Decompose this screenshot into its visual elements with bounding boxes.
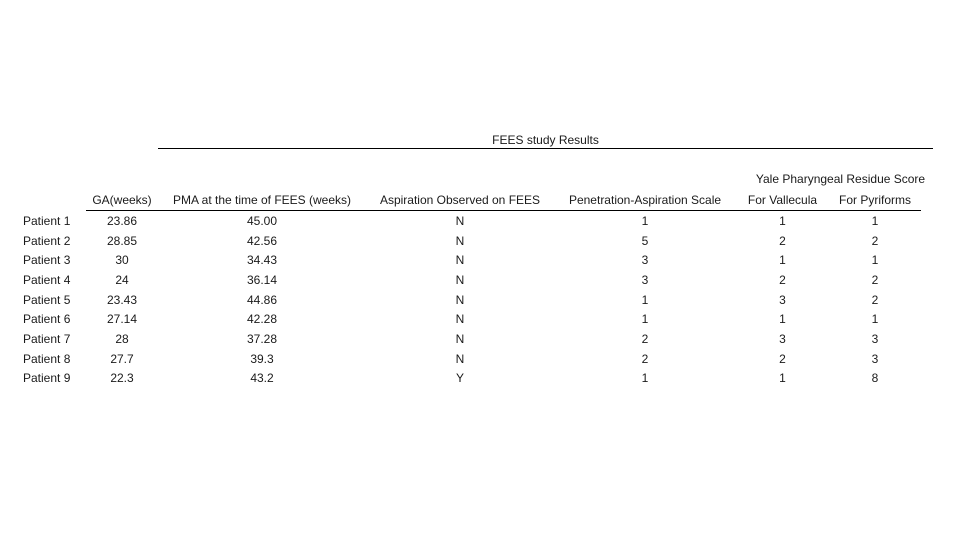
pma-cell: 34.43 <box>246 253 278 268</box>
pyriforms-cell: 2 <box>871 233 879 248</box>
aspiration-cell: N <box>455 292 465 307</box>
pma-cell: 45.00 <box>246 213 278 228</box>
pma-cell: 37.28 <box>246 331 278 346</box>
pyriforms-cell: 3 <box>871 331 879 346</box>
aspiration-cell: N <box>455 351 465 366</box>
fees-results-header: FEES study Results <box>492 133 599 147</box>
pas-cell: 1 <box>641 312 649 327</box>
column-header-ga: GA(weeks) <box>86 190 158 211</box>
pma-cell: 39.3 <box>250 351 274 366</box>
results-table <box>20 190 921 388</box>
patient-label: Patient 1 <box>23 213 71 228</box>
patient-column-header <box>20 190 86 211</box>
ga-cell: 28 <box>115 331 129 346</box>
pas-cell: 1 <box>641 213 649 228</box>
pma-cell: 42.28 <box>246 312 278 327</box>
pas-cell: 1 <box>641 371 649 386</box>
pas-cell: 1 <box>641 292 649 307</box>
vallecula-cell: 2 <box>779 351 786 366</box>
yale-residue-header: Yale Pharyngeal Residue Score <box>755 172 926 186</box>
patient-label: Patient 4 <box>23 272 71 287</box>
table-row <box>20 329 921 349</box>
ga-cell: 27.7 <box>110 351 134 366</box>
vallecula-cell: 1 <box>779 312 786 327</box>
table-row <box>20 250 921 270</box>
table-row <box>20 231 921 251</box>
ga-cell: 24 <box>115 272 129 287</box>
aspiration-cell: N <box>455 213 465 228</box>
table-row <box>20 349 921 369</box>
vallecula-cell: 3 <box>779 292 786 307</box>
ga-cell: 23.86 <box>106 213 138 228</box>
ga-cell: 23.43 <box>106 292 138 307</box>
patient-label: Patient 6 <box>23 312 71 327</box>
vallecula-cell: 1 <box>779 253 786 268</box>
pma-cell: 42.56 <box>246 233 278 248</box>
pyriforms-cell: 8 <box>871 371 879 386</box>
pma-cell: 36.14 <box>246 272 278 287</box>
pma-cell: 44.86 <box>246 292 278 307</box>
pyriforms-cell: 1 <box>871 312 879 327</box>
vallecula-cell: 2 <box>779 233 786 248</box>
pyriforms-cell: 2 <box>871 272 879 287</box>
aspiration-cell: N <box>455 312 465 327</box>
patient-label: Patient 5 <box>23 292 71 307</box>
column-header-pas: Penetration-Aspiration Scale <box>554 190 736 211</box>
vallecula-cell: 2 <box>779 272 786 287</box>
vallecula-cell: 1 <box>779 213 786 228</box>
ga-cell: 27.14 <box>106 312 138 327</box>
pyriforms-cell: 2 <box>871 292 879 307</box>
ga-cell: 22.3 <box>110 371 134 386</box>
pas-cell: 5 <box>641 233 649 248</box>
aspiration-cell: Y <box>455 371 464 386</box>
pyriforms-cell: 3 <box>871 351 879 366</box>
vallecula-cell: 1 <box>779 371 786 386</box>
pas-cell: 3 <box>641 253 649 268</box>
patient-label: Patient 8 <box>23 351 71 366</box>
column-header-vallecula: For Vallecula <box>736 190 829 211</box>
patient-label: Patient 3 <box>23 253 71 268</box>
vallecula-cell: 3 <box>779 331 786 346</box>
fees-results-rule <box>158 148 933 149</box>
pas-cell: 2 <box>641 351 649 366</box>
column-header-aspiration: Aspiration Observed on FEES <box>366 190 554 211</box>
table-body <box>20 211 921 389</box>
pas-cell: 3 <box>641 272 649 287</box>
table-row <box>20 309 921 329</box>
patient-label: Patient 2 <box>23 233 71 248</box>
pyriforms-cell: 1 <box>871 253 879 268</box>
table-row <box>20 211 921 231</box>
pas-cell: 2 <box>641 331 649 346</box>
table-row <box>20 290 921 310</box>
aspiration-cell: N <box>455 233 465 248</box>
column-header-pma: PMA at the time of FEES (weeks) <box>158 190 366 211</box>
patient-label: Patient 9 <box>23 371 71 386</box>
aspiration-cell: N <box>455 331 465 346</box>
aspiration-cell: N <box>455 272 465 287</box>
table-row <box>20 270 921 290</box>
ga-cell: 30 <box>115 253 129 268</box>
patient-label: Patient 7 <box>23 331 71 346</box>
column-header-pyriforms: For Pyriforms <box>829 190 921 211</box>
ga-cell: 28.85 <box>106 233 138 248</box>
aspiration-cell: N <box>455 253 465 268</box>
pma-cell: 43.2 <box>250 371 274 386</box>
table-row <box>20 369 921 389</box>
column-header-row <box>20 190 921 211</box>
pyriforms-cell: 1 <box>871 213 879 228</box>
